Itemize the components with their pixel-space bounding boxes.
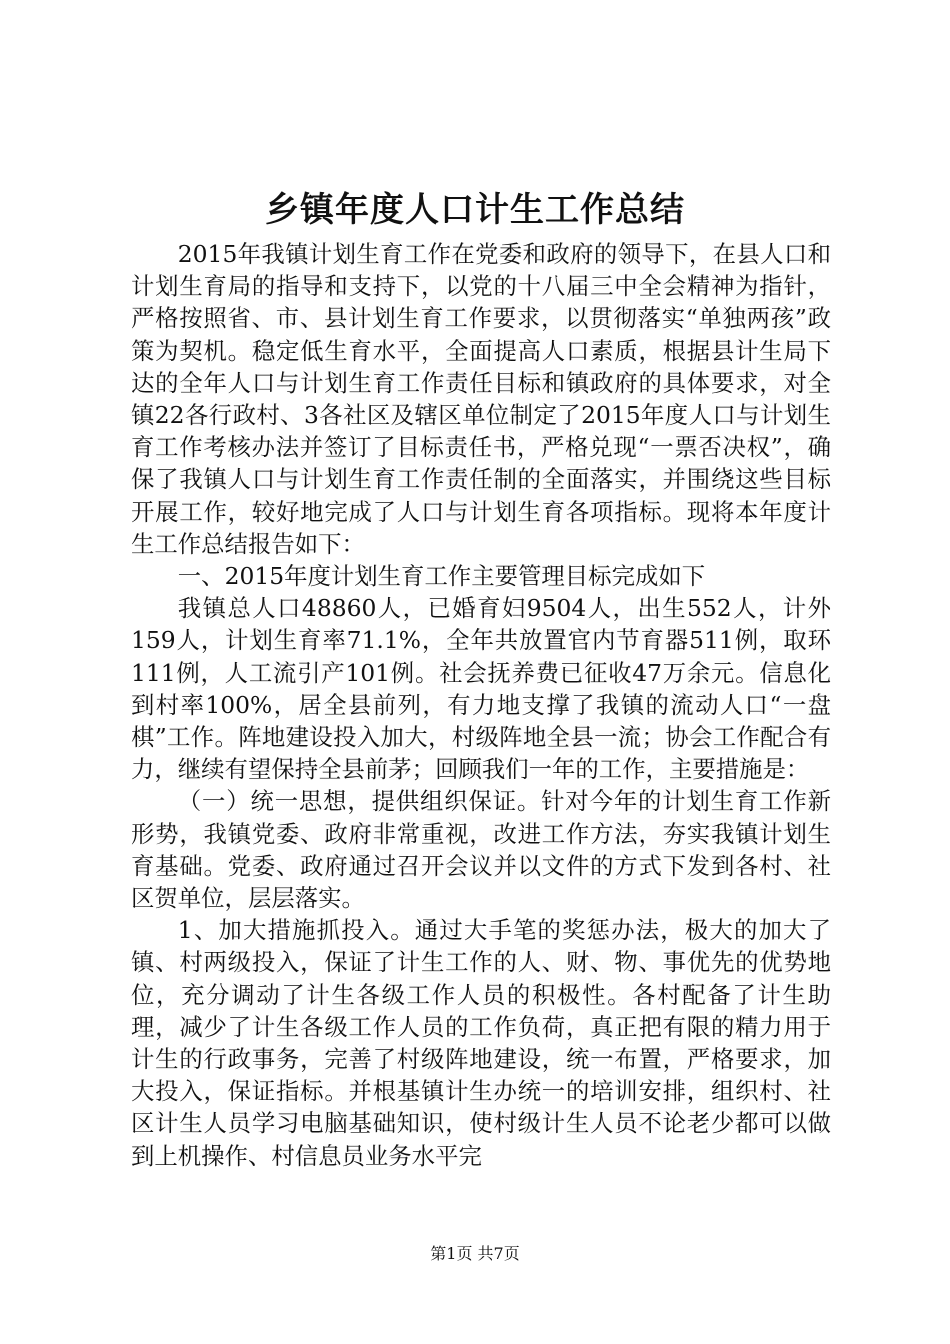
- page-number-footer: 第1页 共7页: [430, 1244, 520, 1263]
- document-body: [131, 238, 831, 1172]
- document-title: 乡镇年度人口计生工作总结: [265, 190, 685, 230]
- paragraph-intro: 2015年我镇计划生育工作在党委和政府的领导下，在县人口和计划生育局的指导和支持下，以党的十八届三中全会精神为指针，严格按照省、市、县计划生育工作要求，以贯彻落实“单独两孩”政策为契机。稳定低生育水平，全面提高人口素质，根据县计生局下达的全年人口与计划生育工作责任目标和镇政府的具体要求，对全镇22各行政村、3各社区及辖区单位制定了2015年度人口与计划生育工作考核办法并签订了目标责任书，严格兑现“一票否决权”，确保了我镇人口与计划生育工作责任制的全面落实，并围绕这些目标开展工作，较好地完成了人口与计划生育各项指标。现将本年度计生工作总结报告如下：: [131, 240, 831, 558]
- paragraph-measure-1: 1、加大措施抓投入。通过大手笔的奖惩办法，极大的加大了镇、村两级投入，保证了计生工作的人、财、物、事优先的优势地位，充分调动了计生各级工作人员的积极性。各村配备了计生助理，减少了计生各级工作人员的工作负荷，真正把有限的精力用于计生的行政事务，完善了村级阵地建设，统一布置，严格要求，加大投入，保证指标。并根基镇计生办统一的培训安排，组织村、社区计生人员学习电脑基础知识，使村级计生人员不论老少都可以做到上机操作、村信息员业务水平完: [131, 916, 831, 1170]
- section-heading-1: 一、2015年度计划生育工作主要管理目标完成如下: [177, 562, 706, 591]
- paragraph-statistics: 我镇总人口48860人，已婚育妇9504人，出生552人，计外159人，计划生育率71.1%，全年共放置官内节育器511例，取环111例，人工流引产101例。社会抚养费已征收47万余元。信息化到村率100%，居全县前列，有力地支撑了我镇的流动人口“一盘棋”工作。阵地建设投入加大，村级阵地全县一流；协会工作配合有力，继续有望保持全县前茅；回顾我们一年的工作，主要措施是：: [131, 594, 831, 784]
- subsection-heading-1: （一）统一思想，提供组织保证。针对今年的计划生育工作新形势，我镇党委、政府非常重视，改进工作方法，夯实我镇计划生育基础。党委、政府通过召开会议并以文件的方式下发到各村、社区贺单位，层层落实。: [131, 787, 831, 913]
